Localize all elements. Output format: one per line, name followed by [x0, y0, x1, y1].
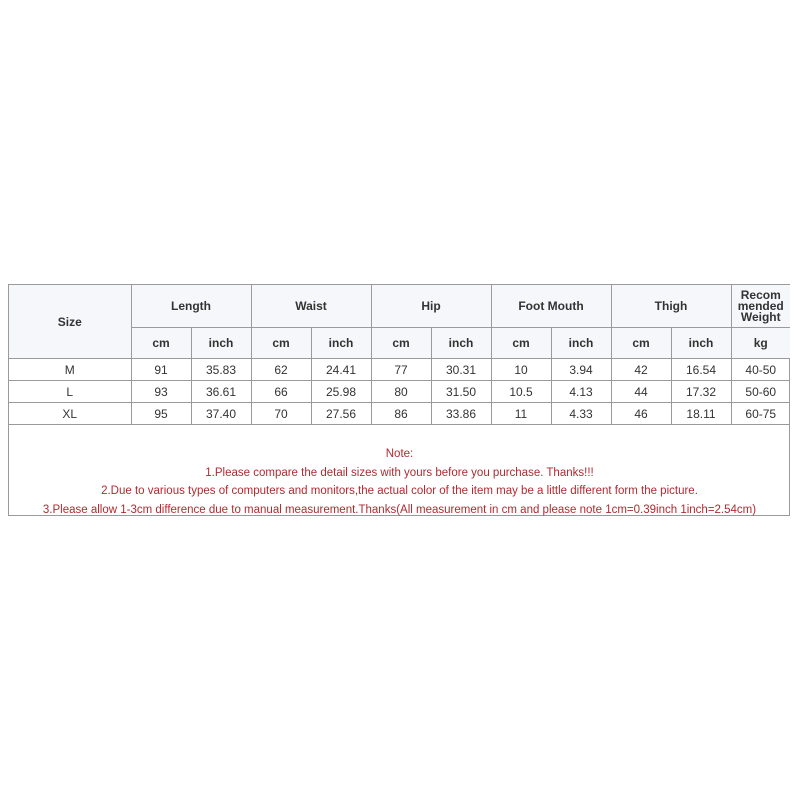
table-cell: 17.32	[671, 381, 731, 403]
table-cell: 4.13	[551, 381, 611, 403]
recommended-weight-header	[731, 285, 790, 328]
table-cell: 44	[611, 381, 671, 403]
note-line: 3.Please allow 1-3cm difference due to manual measurement.Thanks(All measurement in cm and please note 1cm=0.39inch 1inch=2.54cm)	[42, 503, 757, 516]
unit-header: inch	[671, 328, 731, 359]
weight-cell: 60-75	[731, 403, 790, 425]
size-chart	[8, 284, 790, 516]
size-table	[9, 285, 790, 425]
table-cell: 27.56	[311, 403, 371, 425]
table-cell: 35.83	[191, 359, 251, 381]
table-cell: 93	[131, 381, 191, 403]
size-cell: L	[9, 381, 131, 403]
weight-cell: 50-60	[731, 381, 790, 403]
table-row	[9, 359, 790, 381]
table-cell: 86	[371, 403, 431, 425]
table-cell: 16.54	[671, 359, 731, 381]
unit-header: cm	[251, 328, 311, 359]
unit-header: inch	[431, 328, 491, 359]
thigh-header: Thigh	[611, 285, 731, 328]
table-cell: 37.40	[191, 403, 251, 425]
unit-header: cm	[491, 328, 551, 359]
table-row	[9, 381, 790, 403]
unit-header: cm	[611, 328, 671, 359]
table-cell: 3.94	[551, 359, 611, 381]
table-cell: 10.5	[491, 381, 551, 403]
table-row	[9, 403, 790, 425]
notes-section	[9, 445, 790, 519]
table-cell: 31.50	[431, 381, 491, 403]
length-header: Length	[131, 285, 251, 328]
table-cell: 46	[611, 403, 671, 425]
size-column-header: Size	[9, 285, 131, 359]
waist-header: Waist	[251, 285, 371, 328]
notes-title: Note:	[385, 448, 414, 460]
table-cell: 62	[251, 359, 311, 381]
size-cell: M	[9, 359, 131, 381]
table-cell: 91	[131, 359, 191, 381]
table-cell: 42	[611, 359, 671, 381]
table-cell: 95	[131, 403, 191, 425]
unit-header: inch	[311, 328, 371, 359]
weight-cell: 40-50	[731, 359, 790, 381]
table-cell: 70	[251, 403, 311, 425]
table-cell: 10	[491, 359, 551, 381]
table-cell: 24.41	[311, 359, 371, 381]
table-cell: 36.61	[191, 381, 251, 403]
weight-header-line: mended	[737, 298, 784, 313]
table-cell: 77	[371, 359, 431, 381]
table-group-header-row	[9, 285, 790, 328]
unit-header: cm	[371, 328, 431, 359]
table-cell: 4.33	[551, 403, 611, 425]
unit-header: inch	[191, 328, 251, 359]
table-cell: 80	[371, 381, 431, 403]
table-cell: 33.86	[431, 403, 491, 425]
table-cell: 11	[491, 403, 551, 425]
note-line: 2.Due to various types of computers and monitors,the actual color of the item may be a little different form the picture.	[101, 485, 698, 497]
foot-mouth-header: Foot Mouth	[491, 285, 611, 328]
weight-header-line: Recom	[740, 287, 781, 302]
unit-header: cm	[131, 328, 191, 359]
note-line: 1.Please compare the detail sizes with yours before you purchase. Thanks!!!	[205, 466, 594, 479]
weight-header-line: Weight	[740, 309, 781, 324]
table-cell: 66	[251, 381, 311, 403]
size-cell: XL	[9, 403, 131, 425]
hip-header: Hip	[371, 285, 491, 328]
unit-header: inch	[551, 328, 611, 359]
table-cell: 30.31	[431, 359, 491, 381]
table-cell: 25.98	[311, 381, 371, 403]
unit-header: kg	[731, 328, 790, 359]
table-cell: 18.11	[671, 403, 731, 425]
